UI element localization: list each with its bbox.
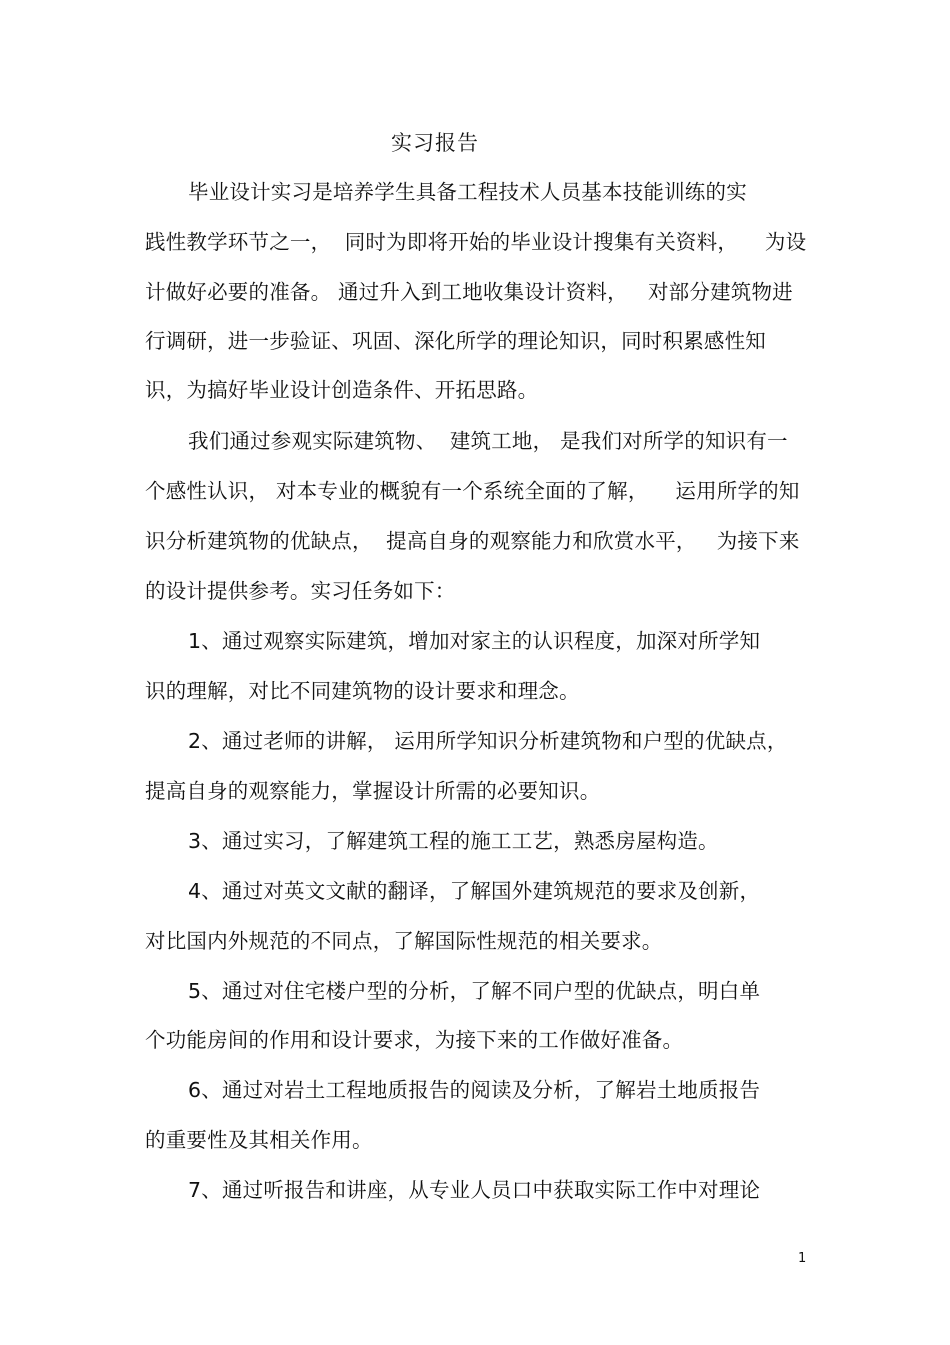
text-line: 提高自身的观察能力，掌握设计所需的必要知识。 <box>145 779 601 803</box>
task-item: 7、通过听报告和讲座，从专业人员口中获取实际工作中对理论 <box>188 1178 761 1202</box>
task-item: 3、通过实习，了解建筑工程的施工工艺，熟悉房屋构造。 <box>188 829 719 853</box>
page-number: 1 <box>798 1251 807 1266</box>
text-line: 对比国内外规范的不同点，了解国际性规范的相关要求。 <box>145 929 663 953</box>
text-line: 识分析建筑物的优缺点， 提高自身的观察能力和欣赏水平， 为接下来 <box>145 529 800 553</box>
task-item: 6、通过对岩土工程地质报告的阅读及分析，了解岩土地质报告 <box>188 1078 761 1102</box>
task-item: 4、通过对英文文献的翻译，了解国外建筑规范的要求及创新， <box>188 879 761 903</box>
text-line: 计做好必要的准备。 通过升入到工地收集设计资料， 对部分建筑物进 <box>145 280 793 304</box>
task-item: 2、通过老师的讲解， 运用所学知识分析建筑物和户型的优缺点， <box>188 729 788 753</box>
text-line: 识，为搞好毕业设计创造条件、开拓思路。 <box>145 378 539 402</box>
text-line: 的设计提供参考。实习任务如下： <box>145 579 456 603</box>
text-line: 我们通过参观实际建筑物、 建筑工地， 是我们对所学的知识有一 <box>188 429 788 453</box>
text-line: 的重要性及其相关作用。 <box>145 1128 373 1152</box>
text-line: 毕业设计实习是培养学生具备工程技术人员基本技能训练的实 <box>188 180 747 204</box>
task-item: 5、通过对住宅楼户型的分析，了解不同户型的优缺点，明白单 <box>188 979 761 1003</box>
task-item: 1、通过观察实际建筑，增加对家主的认识程度，加深对所学知 <box>188 629 761 653</box>
text-line: 行调研，进一步验证、巩固、深化所学的理论知识，同时积累感性知 <box>145 329 766 353</box>
document-title: 实习报告 <box>391 131 479 155</box>
text-line: 践性教学环节之一， 同时为即将开始的毕业设计搜集有关资料， 为设 <box>145 230 807 254</box>
text-line: 个感性认识， 对本专业的概貌有一个系统全面的了解， 运用所学的知 <box>145 479 800 503</box>
text-line: 识的理解，对比不同建筑物的设计要求和理念。 <box>145 679 580 703</box>
text-line: 个功能房间的作用和设计要求，为接下来的工作做好准备。 <box>145 1028 684 1052</box>
